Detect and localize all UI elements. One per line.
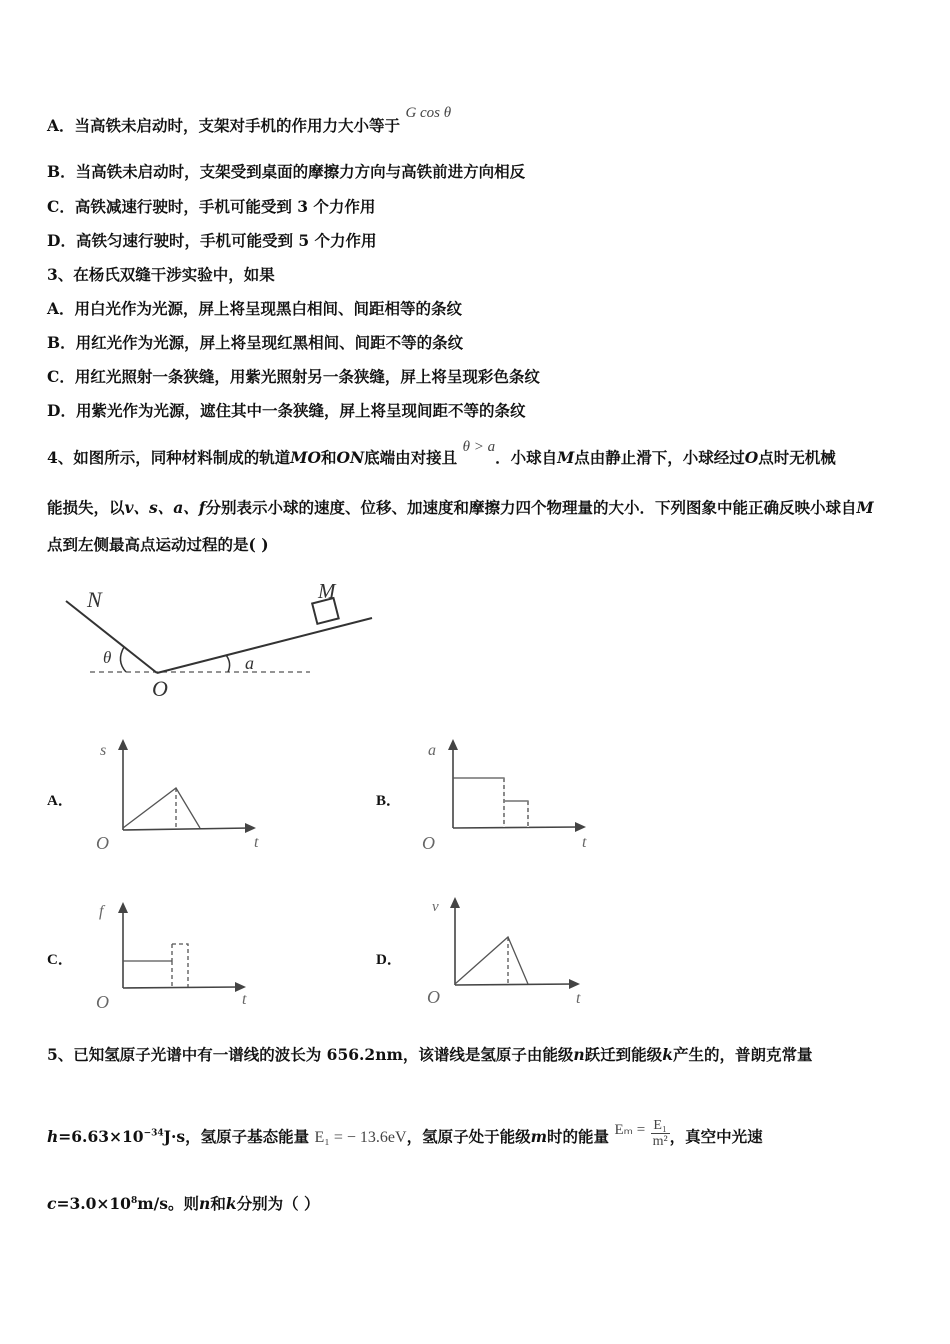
label-o: O bbox=[152, 676, 168, 700]
q4-option-c-label: C． bbox=[47, 952, 73, 968]
q3-option-b: B．用红光作为光源，屏上将呈现红黑相间、间距不等的条纹 bbox=[47, 333, 464, 352]
axis-y-label: f bbox=[99, 903, 104, 920]
q5-stem-line2: $h=6.63\times 10^{-34}J\cdot s$，氢原子基态能量 E₁ = − 13.6eV，氢原子处于能级m时的能量 Eₘ = $\frac{\text{E₁}}{\text{m²}}$ ，真空中光速 bbox=[47, 1118, 763, 1150]
q2-formula-gcos: G cos θ bbox=[405, 105, 452, 121]
q5-formula-e1: E₁ = − 13.6eV bbox=[314, 1128, 407, 1146]
label-alpha: a bbox=[245, 653, 254, 673]
q3-option-c: C．用红光照射一条狭缝，用紫光照射另一条狭缝，屏上将呈现彩色条纹 bbox=[47, 367, 540, 386]
q4-option-b-graph bbox=[418, 735, 598, 855]
origin-label: O bbox=[422, 833, 435, 853]
axis-y-label: v bbox=[432, 899, 439, 915]
axis-x-label: t bbox=[242, 991, 247, 1008]
q4-stem-line1: 4、如图所示，同种材料制成的轨道MO和ON底端由对接且 θ > a．小球自M点由静止滑下，小球经过O点时无机械 bbox=[47, 439, 836, 467]
q4-option-c-graph bbox=[90, 898, 265, 1013]
q4-option-d-graph bbox=[418, 893, 598, 1013]
label-theta: θ bbox=[103, 648, 112, 667]
q4-stem-line3: 点到左侧最高点运动过程的是( ) bbox=[47, 535, 269, 554]
q4-track-figure bbox=[60, 575, 390, 700]
q4-stem-line2: 能损失，以v、s、a、f分别表示小球的速度、位移、加速度和摩擦力四个物理量的大小．下列图象中能正确反映小球自M bbox=[47, 498, 874, 517]
label-m: M bbox=[318, 579, 336, 603]
q3-option-a: A．用白光作为光源，屏上将呈现黑白相间、间距相等的条纹 bbox=[47, 299, 463, 318]
q2-option-b: B．当高铁未启动时，支架受到桌面的摩擦力方向与高铁前进方向相反 bbox=[47, 162, 526, 181]
axis-y-label: s bbox=[100, 742, 107, 759]
q2-option-a: A．当高铁未启动时，支架对手机的作用力大小等于 G cos θ bbox=[47, 105, 452, 135]
axis-y-label: a bbox=[428, 742, 436, 759]
axis-x-label: t bbox=[582, 834, 587, 851]
q5-formula-em: Eₘ = bbox=[614, 1121, 646, 1138]
origin-label: O bbox=[96, 833, 109, 853]
q4-option-a-graph bbox=[90, 735, 270, 855]
axis-x-label: t bbox=[576, 990, 581, 1007]
origin-label: O bbox=[427, 987, 440, 1007]
q5-stem-line3: $c=3.0\times 10^8m/s$。则n和k分别为（ ） bbox=[47, 1194, 320, 1213]
label-n: N bbox=[87, 587, 102, 612]
q5-fraction: $\frac{\text{E₁}}{\text{m²}}$ bbox=[652, 1118, 668, 1150]
q4-option-b-label: B． bbox=[376, 793, 402, 809]
q3-stem: 3、在杨氏双缝干涉实验中，如果 bbox=[47, 265, 275, 284]
q5-stem-line1: 5、已知氢原子光谱中有一谱线的波长为 656.2nm，该谱线是氢原子由能级n跃迁到能级k产生的，普朗克常量 bbox=[47, 1045, 813, 1064]
q4-option-d-label: D． bbox=[376, 952, 402, 968]
q2-option-d: D．高铁匀速行驶时，手机可能受到 5 个力作用 bbox=[47, 231, 377, 250]
axis-x-label: t bbox=[254, 834, 259, 851]
origin-label: O bbox=[96, 992, 109, 1012]
q2-option-c: C．高铁减速行驶时，手机可能受到 3 个力作用 bbox=[47, 197, 376, 216]
q4-option-a-label: A． bbox=[47, 793, 73, 809]
q4-formula-theta: θ > a bbox=[462, 439, 496, 455]
q3-option-d: D．用紫光作为光源，遮住其中一条狭缝，屏上将呈现间距不等的条纹 bbox=[47, 401, 526, 420]
